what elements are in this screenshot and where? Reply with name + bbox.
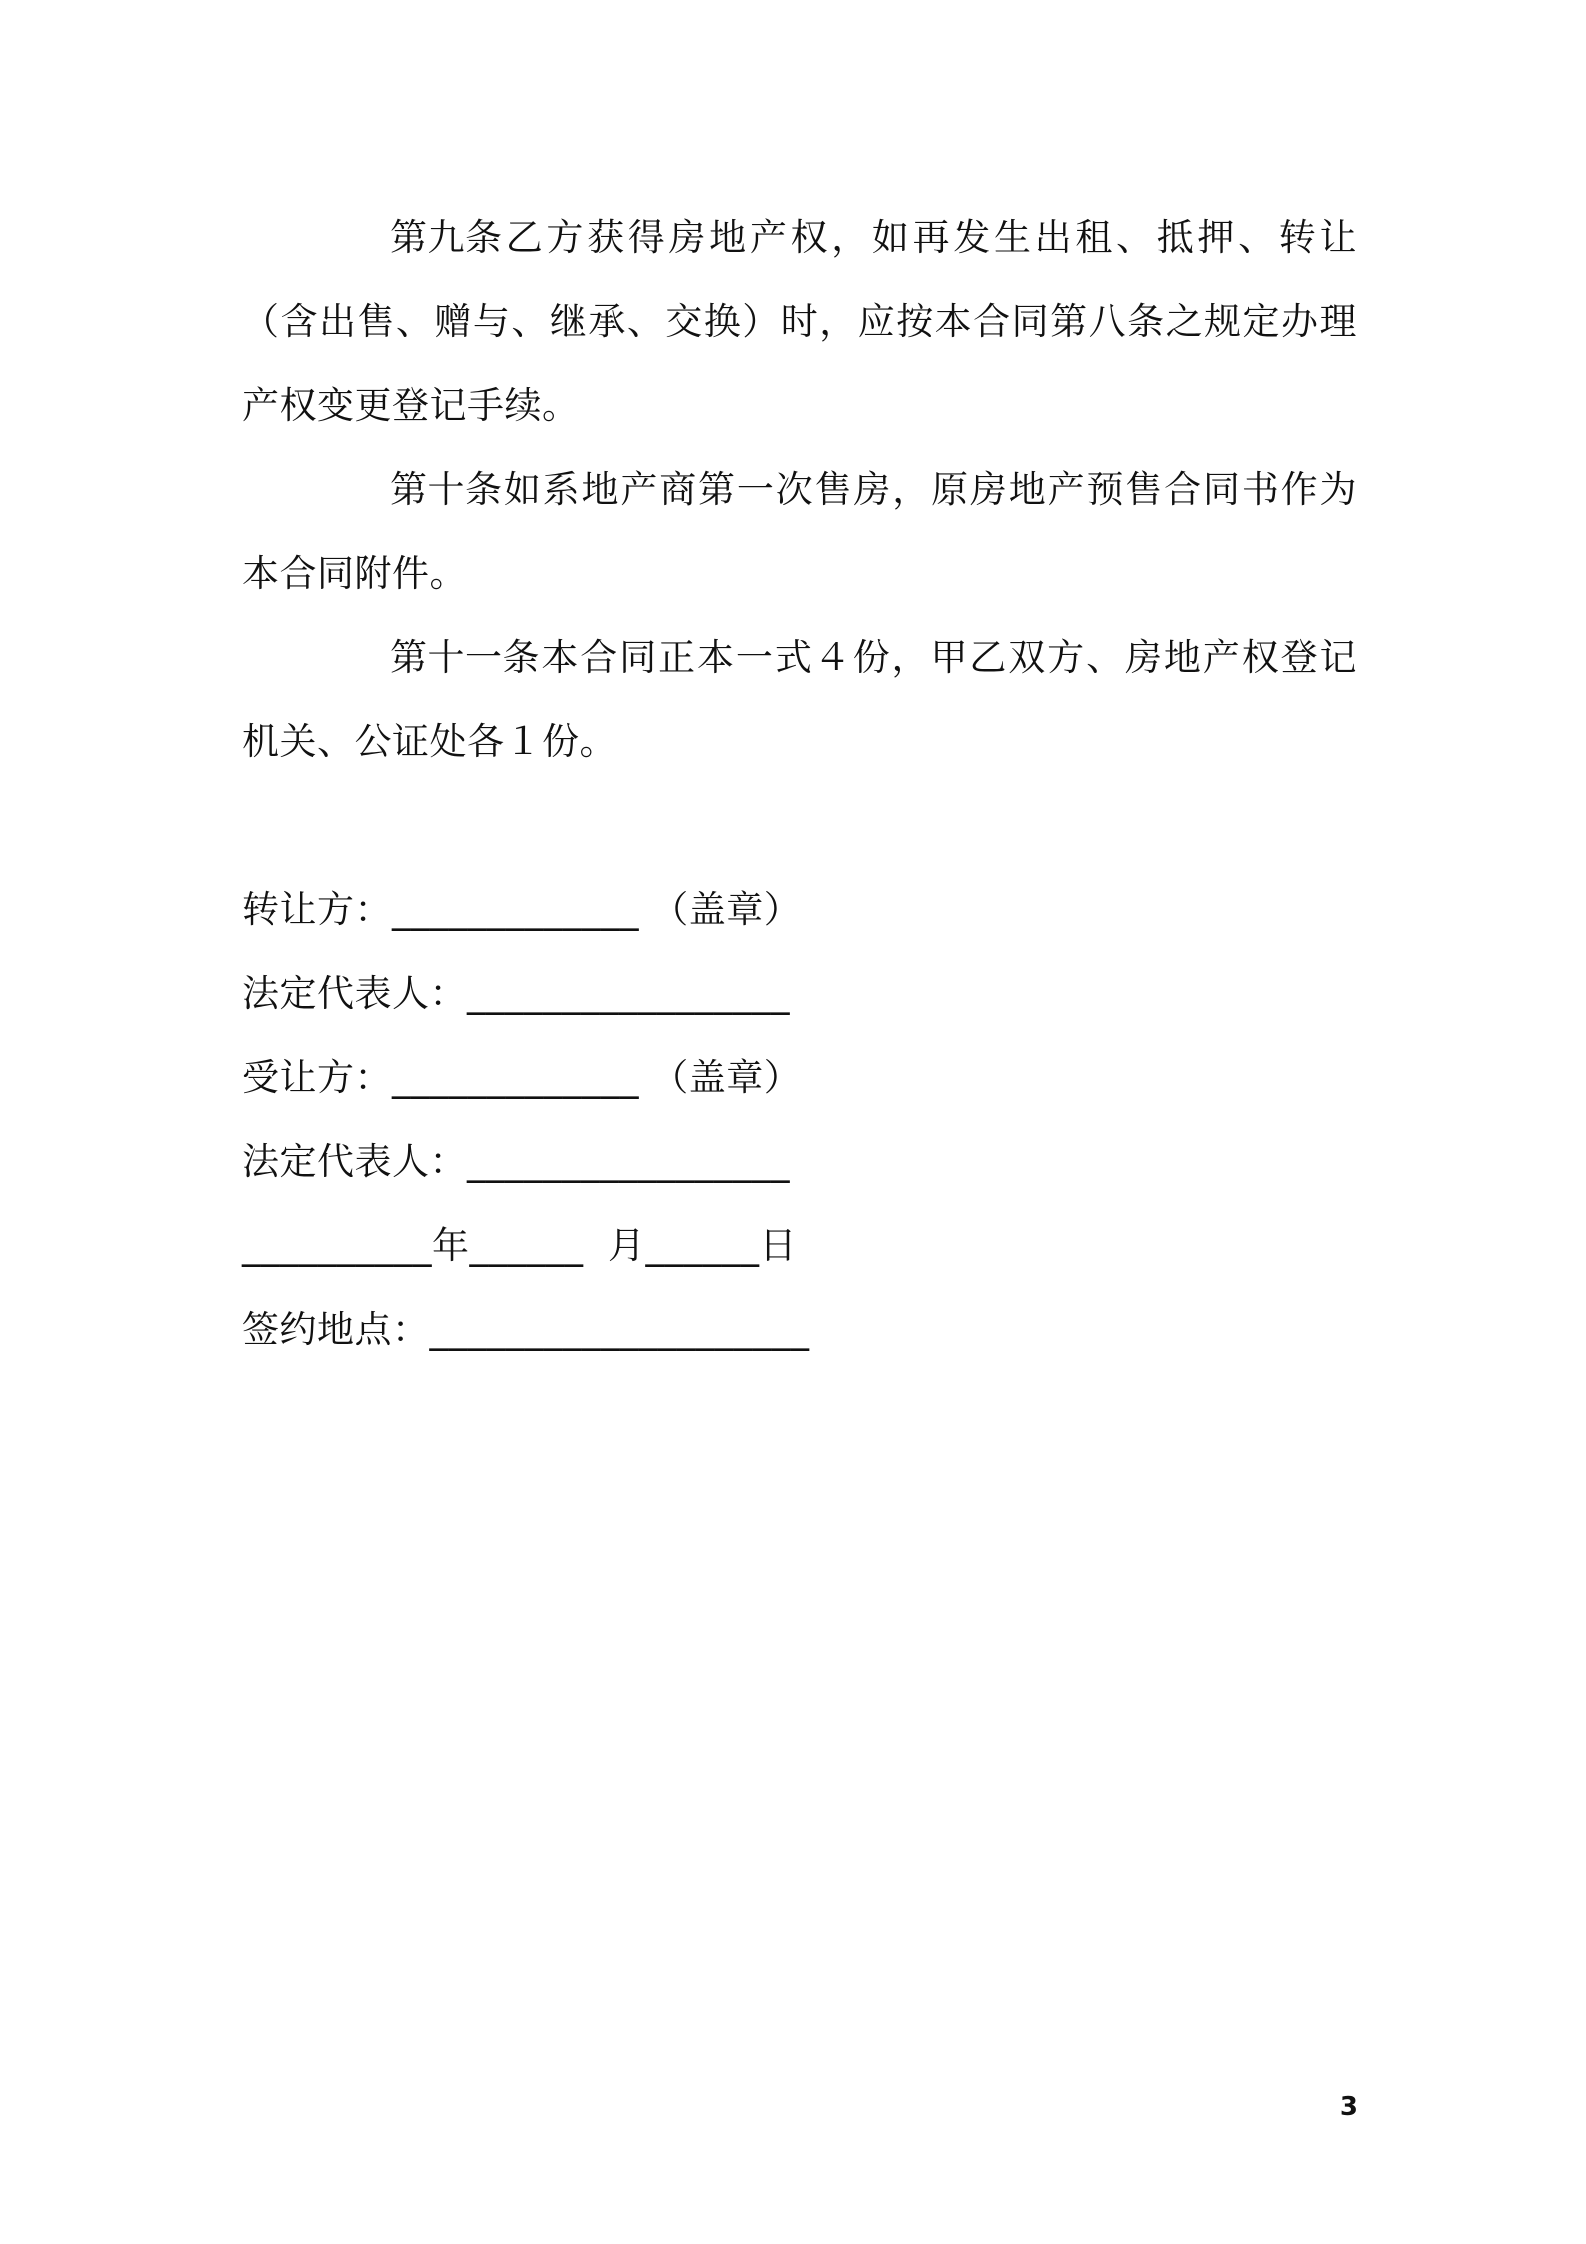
date-line: __________年______ 月______日 (242, 1224, 798, 1267)
clause-11-text: 本合同正本一式４份，甲乙双方、房地产权登记机关、公证处各１份。 (242, 636, 1357, 763)
transferor-line: 转让方：_____________ （盖章） (242, 888, 802, 931)
transferee-line: 受让方：_____________ （盖章） (242, 1056, 802, 1099)
signing-place-line: 签约地点：____________________ (242, 1308, 810, 1351)
clause-11-title: 第十一条 (390, 636, 540, 679)
page-number: 3 (1339, 2092, 1358, 2122)
transferee-rep-line: 法定代表人：_________________ (242, 1140, 790, 1183)
clause-10-text: 如系地产商第一次售房，原房地产预售合同书作为本合同附件。 (242, 468, 1357, 595)
clause-10 (242, 448, 1357, 616)
transferor-rep-line: 法定代表人：_________________ (242, 972, 790, 1015)
clause-10-title: 第十条 (390, 468, 503, 511)
clause-11 (242, 616, 1357, 784)
clause-9-title: 第九条 (390, 216, 503, 259)
document-body (242, 196, 1357, 1372)
clause-9 (242, 196, 1357, 448)
clause-9-text: 乙方获得房地产权，如再发生出租、抵押、转让（含出售、赠与、继承、交换）时，应按本合同第八条之规定办理产权变更登记手续。 (242, 216, 1357, 427)
signature-block (242, 868, 1357, 1372)
